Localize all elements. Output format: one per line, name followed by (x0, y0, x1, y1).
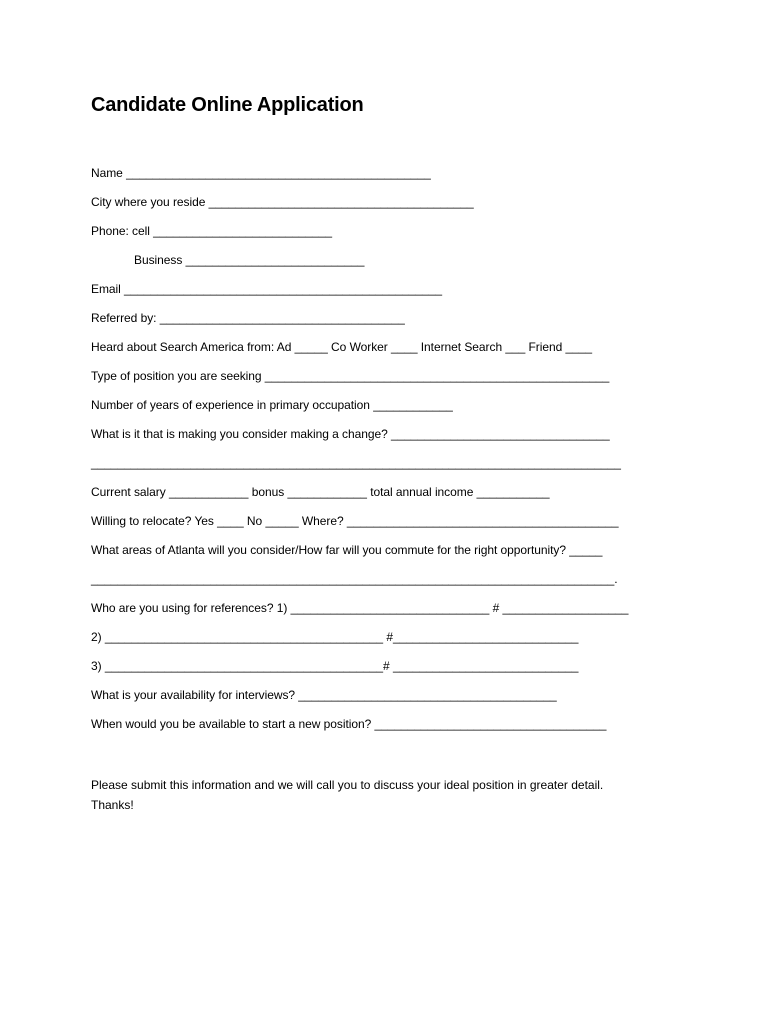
start-availability-field: When would you be available to start a new position? ___________________________________ (91, 717, 607, 731)
closing-message: Please submit this information and we will call you to discuss your ideal position in greater detail. (91, 778, 604, 792)
commute-areas-continued-field: _______________________________________________________________________________. (91, 572, 618, 586)
position-type-field: Type of position you are seeking ____________________________________________________ (91, 369, 610, 383)
experience-years-field: Number of years of experience in primary occupation ____________ (91, 398, 453, 412)
interview-availability-field: What is your availability for interviews? _______________________________________ (91, 688, 557, 702)
heard-about-field: Heard about Search America from: Ad _____ Co Worker ____ Internet Search ___ Friend ____ (91, 340, 593, 354)
closing-note (91, 775, 603, 815)
reference-3-field: 3) __________________________________________# ____________________________ (91, 659, 579, 673)
compensation-field: Current salary ____________ bonus ____________ total annual income ___________ (91, 485, 550, 499)
commute-areas-field: What areas of Atlanta will you consider/How far will you commute for the right opportunity? _____ (91, 543, 603, 557)
referred-by-field: Referred by: _____________________________________ (91, 311, 405, 325)
relocate-field: Willing to relocate? Yes ____ No _____ Where? _________________________________________ (91, 514, 619, 528)
reference-1-field: Who are you using for references? 1) ______________________________ # ___________________ (91, 601, 629, 615)
city-field: City where you reside ________________________________________ (91, 195, 474, 209)
change-reason-continued-field: ________________________________________________________________________________ (91, 456, 621, 470)
change-reason-field: What is it that is making you consider making a change? _________________________________ (91, 427, 610, 441)
email-field: Email ________________________________________________ (91, 282, 442, 296)
closing-thanks: Thanks! (91, 798, 134, 812)
reference-2-field: 2) __________________________________________ #____________________________ (91, 630, 579, 644)
phone-cell-field: Phone: cell ___________________________ (91, 224, 332, 238)
page-title: Candidate Online Application (91, 94, 364, 116)
phone-business-field: Business ___________________________ (134, 253, 365, 267)
name-field: Name ______________________________________________ (91, 166, 431, 180)
